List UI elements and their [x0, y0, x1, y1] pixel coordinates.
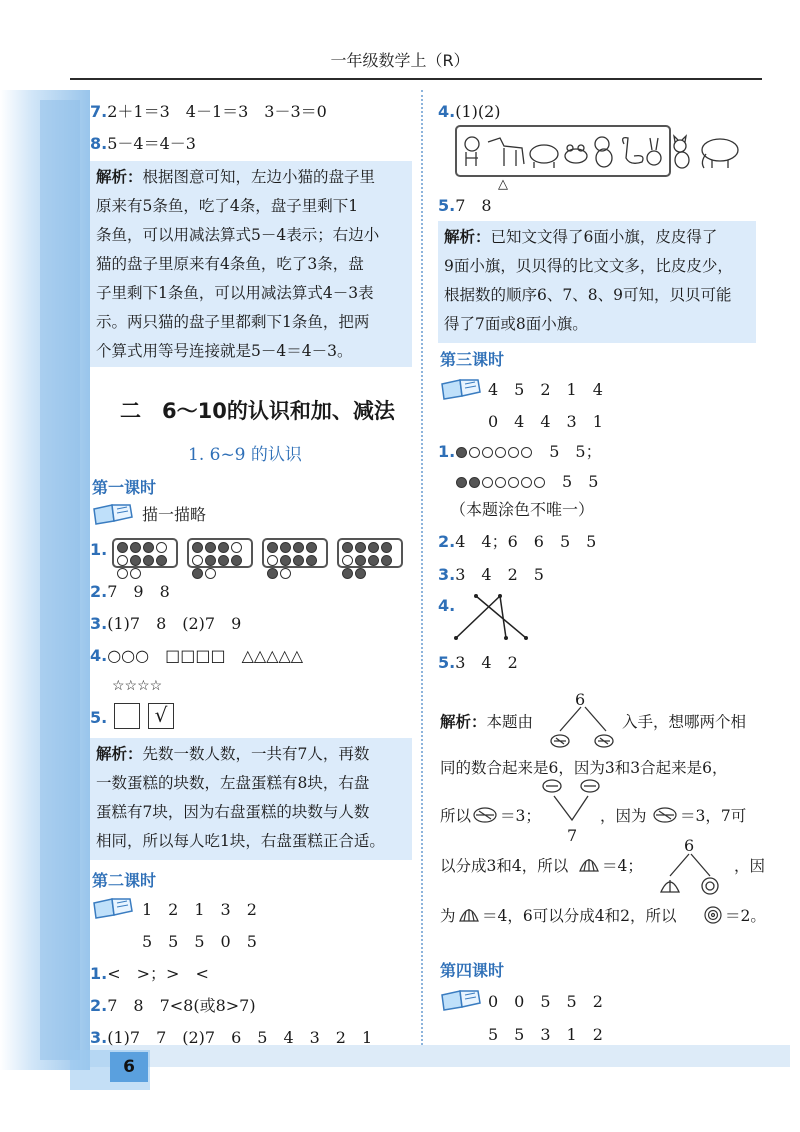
empty-dot — [117, 555, 128, 566]
answer-box-check: √ — [148, 703, 174, 729]
analysis-4-line-5b: ＝4，6可以分成4和2，所以 — [482, 907, 677, 925]
answer-l1-3: 3.(1)7 8 (2)7 9 — [90, 614, 242, 633]
filled-dot — [280, 542, 291, 553]
analysis-box-1: 解析：根据图意可知，左边小猫的盘子里 原来有5条鱼，吃了4条，盘子里剩下1 条鱼，可以用减法算式5－4表示；右边小 猫的盘子里原来有4条鱼，吃了3条，盘 子里剩下1条鱼，可以用减法算式4－3表 示。两只猫的盘子里都剩下1条鱼，把两 个算式用等号连接就是5－4＝4－3。 — [90, 161, 412, 367]
lesson-4-title: 第四课时 — [440, 961, 505, 980]
cat-icon — [674, 136, 689, 168]
monkey-icon — [595, 137, 612, 167]
number-bond-6-icon — [658, 852, 722, 896]
analysis-4-line-3c: ，因为 — [600, 807, 647, 825]
analysis-4-line-3d: ＝3，7可 — [680, 807, 747, 825]
answer-box-empty — [114, 703, 140, 729]
filled-dot — [280, 555, 291, 566]
filled-dot — [368, 555, 379, 566]
ten-frame — [112, 538, 178, 568]
filled-dot — [117, 542, 128, 553]
lesson-2-row-1: 1 2 1 3 2 — [142, 900, 257, 919]
page-number: 6 — [110, 1052, 148, 1082]
answer-8: 8.5－4＝4－3 — [90, 134, 196, 153]
empty-dot — [280, 568, 291, 579]
analysis-4-line-5c: ＝2。 — [725, 907, 766, 925]
filled-dot — [381, 542, 392, 553]
filled-dot — [293, 542, 304, 553]
lesson-4-row-2: 5 5 3 1 2 — [488, 1025, 603, 1044]
filled-dot — [143, 555, 154, 566]
open-book-icon — [92, 503, 134, 525]
answer-l3-3: 3.3 4 2 5 — [438, 565, 544, 584]
filled-dot — [293, 555, 304, 566]
scallop-shell-icon — [458, 905, 480, 925]
shell-icon — [472, 806, 498, 824]
analysis-4-bottom-7: 7 — [567, 826, 578, 845]
lesson-3-row-2: 0 4 4 3 1 — [488, 412, 603, 431]
filled-dot — [368, 542, 379, 553]
empty-dot — [205, 568, 216, 579]
filled-dot — [130, 542, 141, 553]
answer-7: 7.2＋1＝3 4－1＝3 3－3＝0 — [90, 102, 327, 121]
analysis-box-2: 解析：先数一数人数，一共有7人，再数 一数蛋糕的块数，左盘蛋糕有8块，右盘 蛋糕有7块，因为右盘蛋糕的块数与人数 相同，所以每人吃1块，右盘蛋糕正合适。 — [90, 738, 412, 860]
marker-triangle: △ — [498, 177, 508, 192]
filled-dot — [267, 542, 278, 553]
rabbit-icon — [647, 138, 661, 165]
answer-r-4: 4.(1)(2) — [438, 102, 501, 121]
empty-dot — [192, 555, 203, 566]
analysis-4-top-6b: 6 — [684, 836, 695, 855]
analysis-4-line-4b: ＝4； — [602, 857, 643, 875]
filled-dot — [355, 555, 366, 566]
analysis-4-line-1: 解析：本题由 — [440, 712, 534, 731]
analysis-box-3: 解析：已知文文得了6面小旗，皮皮得了 9面小旗，贝贝得的比文文多，比皮皮少， 根据数的顺序6、7、8、9可知，贝贝可能 得了7面或8面小旗。 — [438, 221, 756, 343]
filled-dot — [355, 542, 366, 553]
ten-frame — [187, 538, 253, 568]
shell-icon — [652, 806, 678, 824]
empty-dot — [267, 555, 278, 566]
lesson-1-warmup: 描一描略 — [142, 505, 207, 524]
analysis-4-line-1b: 入手，想哪两个相 — [622, 713, 747, 731]
header-rule — [70, 78, 762, 80]
filled-dot — [306, 555, 317, 566]
animal-row — [460, 128, 746, 172]
horse-icon — [488, 138, 524, 166]
analysis-4-line-3b: ＝3； — [500, 807, 541, 825]
filled-dot — [192, 542, 203, 553]
empty-dot — [130, 568, 141, 579]
lesson-4-row-1: 0 0 5 5 2 — [488, 992, 603, 1011]
ten-frame — [337, 538, 403, 568]
lesson-3-title: 第三课时 — [440, 350, 505, 369]
analysis-4-line-4a: 以分成3和4，所以 — [440, 857, 569, 875]
filled-dot — [355, 568, 366, 579]
answer-l3-2: 2.4 4；6 6 5 5 — [438, 532, 597, 551]
open-book-icon — [440, 989, 482, 1011]
filled-dot — [156, 555, 167, 566]
answer-l3-5: 5.3 4 2 — [438, 653, 518, 672]
ten-frame — [262, 538, 328, 568]
matching-lines — [452, 592, 532, 644]
frog-icon — [565, 145, 587, 163]
filled-dot — [306, 542, 317, 553]
filled-dot — [143, 542, 154, 553]
q1-label: 1. — [90, 540, 108, 559]
filled-dot — [267, 568, 278, 579]
filled-dot — [205, 555, 216, 566]
answer-l2-1: 1.< >；> < — [90, 964, 209, 983]
number-bond-shells-icon — [548, 705, 618, 751]
filled-dot — [342, 568, 353, 579]
answer-l3-1-row1: 1. 5 5； — [438, 442, 602, 461]
filled-dot — [231, 555, 242, 566]
answer-l1-2: 2.7 9 8 — [90, 582, 170, 601]
empty-dot — [117, 568, 128, 579]
empty-dot — [231, 542, 242, 553]
lesson-1-title: 第一课时 — [92, 478, 157, 497]
filled-dot — [381, 555, 392, 566]
open-book-icon — [92, 897, 134, 919]
analysis-4-line-2: 同的数合起来是6，因为3和3合起来是6， — [440, 759, 728, 777]
subsection-title: 1. 6~9 的认识 — [188, 445, 302, 465]
answer-l3-1-note: （本题涂色不唯一） — [450, 500, 595, 519]
chapter-title: 二 6～10的认识和加、减法 — [120, 399, 395, 423]
answer-l1-4: 4.○○○ □□□□ △△△△△ — [90, 646, 304, 665]
number-bond-7-icon — [540, 778, 604, 826]
answer-l3-4: 4. — [438, 596, 456, 615]
swan-icon — [623, 138, 643, 164]
answer-l1-5: 5. — [90, 708, 108, 727]
pig-icon — [530, 145, 558, 168]
column-divider — [421, 90, 423, 1045]
answer-l1-4-stars: ☆☆☆☆ — [112, 678, 163, 694]
running-header: 一年级数学上（R） — [330, 51, 470, 70]
answer-l2-2: 2.7 8 7<8(或8>7) — [90, 996, 256, 1015]
filled-dot — [130, 555, 141, 566]
empty-dot — [156, 542, 167, 553]
analysis-4-line-5a: 为 — [440, 907, 456, 925]
analysis-4-top-6: 6 — [575, 690, 586, 709]
filled-dot — [192, 568, 203, 579]
answer-r-5: 5.7 8 — [438, 196, 492, 215]
dog-icon — [465, 137, 479, 166]
empty-dot — [342, 555, 353, 566]
answer-l2-3: 3.(1)7 7 (2)7 6 5 4 3 2 1 — [90, 1028, 373, 1047]
answer-l3-1-row2: 5 5 — [455, 472, 598, 492]
snail-shell-icon — [703, 905, 723, 925]
lesson-2-title: 第二课时 — [92, 871, 157, 890]
analysis-4-line-3a: 所以 — [440, 807, 472, 825]
elephant-icon — [702, 139, 738, 168]
open-book-icon — [440, 378, 482, 400]
analysis-4-line-4c: ，因 — [734, 857, 766, 875]
lesson-2-row-2: 5 5 5 0 5 — [142, 932, 257, 951]
filled-dot — [342, 542, 353, 553]
filled-dot — [218, 555, 229, 566]
scallop-shell-icon — [578, 855, 600, 875]
filled-dot — [205, 542, 216, 553]
lesson-3-row-1: 4 5 2 1 4 — [488, 380, 603, 399]
filled-dot — [218, 542, 229, 553]
